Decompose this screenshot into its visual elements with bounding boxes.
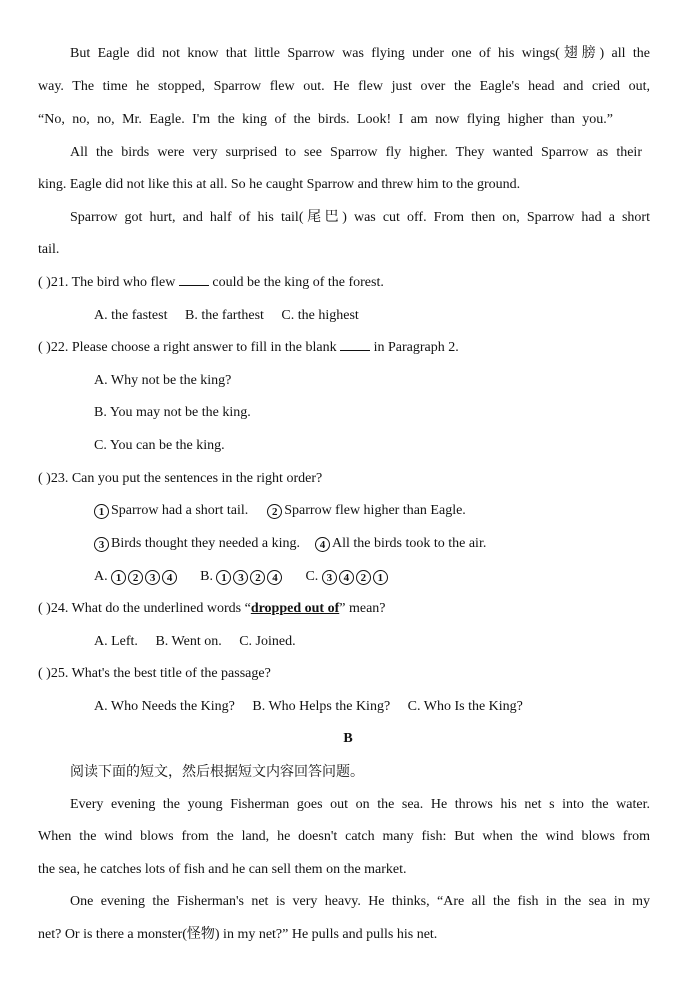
question-23-options <box>94 567 390 587</box>
fill-blank <box>179 273 209 286</box>
passage-a-line: tail. <box>38 242 60 257</box>
option-c[interactable]: C. Joined. <box>239 634 296 649</box>
answer-paren[interactable]: ( ) <box>38 666 51 681</box>
answer-paren[interactable]: ( ) <box>38 471 51 486</box>
passage-b-line: Every evening the young Fisherman goes out on the sea. He throws his net s into the water. <box>70 797 650 812</box>
circled-number: 1 <box>94 504 109 519</box>
sentence-text: All the birds took to the air. <box>331 536 487 551</box>
underlined-phrase: dropped out of <box>250 601 340 616</box>
option-a[interactable]: A. the fastest <box>94 308 168 323</box>
sentence-text: Sparrow had a short tail. <box>111 503 249 518</box>
circled-number: 4 <box>267 570 282 585</box>
sentence-text: Birds thought they needed a king. <box>111 536 300 551</box>
question-text: 25. What's the best title of the passage? <box>50 666 271 681</box>
option-c[interactable]: C. Who Is the King? <box>407 699 523 714</box>
option-c[interactable]: C. the highest <box>281 308 359 323</box>
passage-b-line: the sea, he catches lots of fish and he can sell them on the market. <box>38 862 407 877</box>
circled-number: 1 <box>373 570 388 585</box>
option-a[interactable] <box>94 569 183 584</box>
circled-number: 2 <box>267 504 282 519</box>
question-24 <box>38 599 386 619</box>
option-label: A. <box>94 569 108 584</box>
option-b[interactable] <box>200 569 288 584</box>
passage-a-line: “No, no, no, Mr. Eagle. I'm the king of the birds. Look! I am now flying higher than you.” <box>38 112 613 127</box>
question-23-sentences-row2 <box>94 534 486 554</box>
passage-b-line: net? Or is there a monster(怪物) in my net?” He pulls and pulls his net. <box>38 927 438 942</box>
question-text: 24. What do the underlined words “ <box>50 601 251 616</box>
question-text: ” mean? <box>339 601 386 616</box>
circled-number: 2 <box>250 570 265 585</box>
passage-a-line: way. The time he stopped, Sparrow flew out. He flew just over the Eagle's head and cried out, <box>38 79 650 94</box>
question-24-options <box>94 632 296 652</box>
circled-number: 3 <box>145 570 160 585</box>
circled-number: 2 <box>128 570 143 585</box>
option-c[interactable] <box>305 569 389 584</box>
question-text: 23. Can you put the sentences in the right order? <box>50 471 323 486</box>
circled-number: 4 <box>315 537 330 552</box>
circled-number: 3 <box>94 537 109 552</box>
question-25 <box>38 664 271 684</box>
question-23-sentences-row1 <box>94 501 466 521</box>
question-22 <box>38 338 459 358</box>
circled-number: 1 <box>216 570 231 585</box>
passage-a-line: Sparrow got hurt, and half of his tail(尾巴) was cut off. From then on, Sparrow had a short <box>70 210 650 225</box>
circled-number: 1 <box>111 570 126 585</box>
option-c[interactable]: C. You can be the king. <box>94 438 225 453</box>
section-b-heading: B <box>343 731 353 746</box>
passage-a-line: But Eagle did not know that little Sparrow was flying under one of his wings(翅膀) all the <box>70 46 650 61</box>
circled-number: 4 <box>339 570 354 585</box>
circled-number: 4 <box>162 570 177 585</box>
sentence-text: Sparrow flew higher than Eagle. <box>284 503 466 518</box>
question-text: 21. The bird who flew <box>50 275 176 290</box>
question-23 <box>38 469 322 489</box>
option-label: B. <box>200 569 213 584</box>
option-b[interactable]: B. You may not be the king. <box>94 405 251 420</box>
question-text: 22. Please choose a right answer to fill in the blank <box>50 340 337 355</box>
circled-number: 2 <box>356 570 371 585</box>
question-25-options <box>94 697 523 717</box>
option-a[interactable]: A. Left. <box>94 634 138 649</box>
question-text: could be the king of the forest. <box>212 275 384 290</box>
option-a[interactable]: A. Why not be the king? <box>94 373 232 388</box>
answer-paren[interactable]: ( ) <box>38 340 51 355</box>
circled-number: 3 <box>233 570 248 585</box>
passage-b-line: One evening the Fisherman's net is very heavy. He thinks, “Are all the fish in the sea in my <box>70 894 650 909</box>
fill-blank <box>340 338 370 351</box>
passage-b-line: When the wind blows from the land, he doesn't catch many fish: But when the wind blows from <box>38 829 650 844</box>
option-b[interactable]: B. Went on. <box>155 634 222 649</box>
question-21 <box>38 273 384 293</box>
circled-number: 3 <box>322 570 337 585</box>
question-21-options <box>94 306 359 326</box>
option-a[interactable]: A. Who Needs the King? <box>94 699 235 714</box>
answer-paren[interactable]: ( ) <box>38 275 51 290</box>
option-label: C. <box>305 569 319 584</box>
question-text: in Paragraph 2. <box>373 340 459 355</box>
passage-a-line: All the birds were very surprised to see Sparrow fly higher. They wanted Sparrow as their <box>70 145 642 160</box>
section-b-instruction: 阅读下面的短文，然后根据短文内容回答问题。 <box>70 764 364 780</box>
option-b[interactable]: B. Who Helps the King? <box>252 699 391 714</box>
answer-paren[interactable]: ( ) <box>38 601 51 616</box>
option-b[interactable]: B. the farthest <box>184 308 264 323</box>
passage-a-line: king. Eagle did not like this at all. So he caught Sparrow and threw him to the ground. <box>38 177 521 192</box>
